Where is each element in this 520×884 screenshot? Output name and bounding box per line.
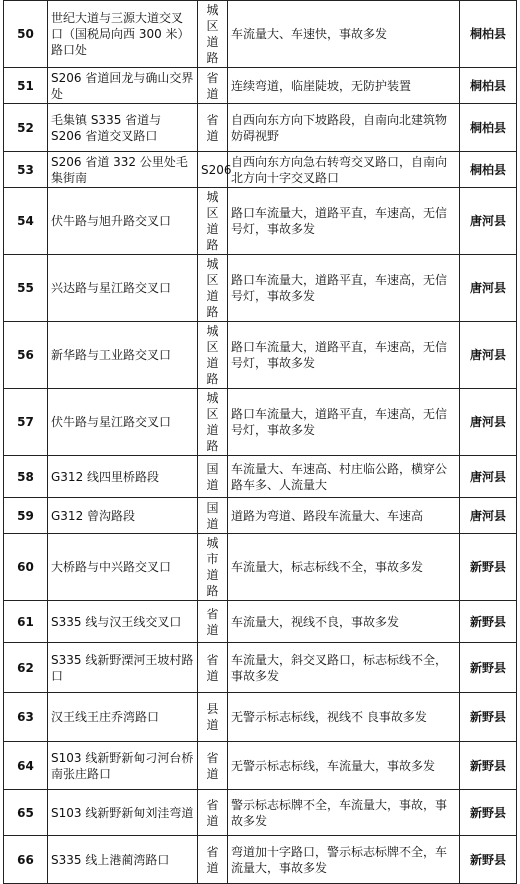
row-number: 62 [4,643,48,693]
table-row [4,742,517,790]
county-cell: 桐柏县 [460,68,517,104]
county-cell: 桐柏县 [460,1,517,68]
location-cell: 大桥路与中兴路交叉口 [48,534,198,601]
location-cell: G312 曾沟路段 [48,498,198,534]
table-row [4,389,517,456]
road-type-cell: 国道 [198,456,228,498]
county-cell: 桐柏县 [460,104,517,152]
location-cell: 伏牛路与星江路交叉口 [48,389,198,456]
county-cell: 唐河县 [460,389,517,456]
description-cell: 警示标志标牌不全，车流量大，事故，事故多发 [228,790,460,836]
row-number: 61 [4,601,48,643]
table-body [4,1,517,884]
row-number: 56 [4,322,48,389]
county-cell: 唐河县 [460,498,517,534]
road-type-cell: 国道 [198,498,228,534]
road-type-cell: S206 [198,152,228,188]
table-row [4,836,517,884]
description-cell: 车流量大，斜交叉路口，标志标线不全，事故多发 [228,643,460,693]
table-row [4,693,517,742]
road-type-cell: 城区道路 [198,389,228,456]
table-row [4,601,517,643]
location-cell: G312 线四里桥路段 [48,456,198,498]
county-cell: 唐河县 [460,255,517,322]
location-cell: 世纪大道与三源大道交叉口（国税局向西 300 米）路口处 [48,1,198,68]
location-cell: S206 省道 332 公里处毛集街南 [48,152,198,188]
row-number: 66 [4,836,48,884]
location-cell: S103 线新野新甸刁河台桥南张庄路口 [48,742,198,790]
road-type-cell: 城区道路 [198,322,228,389]
location-cell: S335 线上港蔺湾路口 [48,836,198,884]
county-cell: 唐河县 [460,456,517,498]
description-cell: 车流量大，标志标线不全，事故多发 [228,534,460,601]
row-number: 65 [4,790,48,836]
location-cell: S335 线与汉王线交叉口 [48,601,198,643]
road-type-cell: 省道 [198,104,228,152]
table-row [4,1,517,68]
road-type-cell: 城市道路 [198,534,228,601]
county-cell: 唐河县 [460,188,517,255]
row-number: 64 [4,742,48,790]
table-row [4,456,517,498]
description-cell: 路口车流量大，道路平直，车速高，无信号灯，事故多发 [228,322,460,389]
location-cell: 兴达路与星江路交叉口 [48,255,198,322]
description-cell: 无警示标志标线，车流量大，事故多发 [228,742,460,790]
county-cell: 新野县 [460,643,517,693]
table-row [4,68,517,104]
county-cell: 新野县 [460,836,517,884]
table-row [4,322,517,389]
location-cell: S206 省道回龙与确山交界处 [48,68,198,104]
description-cell: 弯道加十字路口，警示标志标牌不全，车流量大，事故多发 [228,836,460,884]
description-cell: 路口车流量大，道路平直，车速高，无信号灯，事故多发 [228,188,460,255]
county-cell: 新野县 [460,693,517,742]
location-cell: S335 线新野溧河王坡村路口 [48,643,198,693]
row-number: 60 [4,534,48,601]
table-row [4,534,517,601]
road-type-cell: 省道 [198,601,228,643]
table-row [4,188,517,255]
row-number: 55 [4,255,48,322]
table-row [4,498,517,534]
location-cell: S103 线新野新甸刘洼弯道 [48,790,198,836]
county-cell: 新野县 [460,534,517,601]
road-type-cell: 城区道路 [198,255,228,322]
description-cell: 自西向东方向下坡路段，自南向北建筑物妨碍视野 [228,104,460,152]
row-number: 57 [4,389,48,456]
location-cell: 毛集镇 S335 省道与 S206 省道交叉路口 [48,104,198,152]
description-cell: 道路为弯道、路段车流量大、车速高 [228,498,460,534]
description-cell: 车流量大、车速快，事故多发 [228,1,460,68]
location-cell: 汉王线王庄乔湾路口 [48,693,198,742]
description-cell: 无警示标志标线，视线不 良事故多发 [228,693,460,742]
table-row [4,255,517,322]
row-number: 53 [4,152,48,188]
row-number: 50 [4,1,48,68]
road-type-cell: 县道 [198,693,228,742]
county-cell: 唐河县 [460,322,517,389]
road-type-cell: 省道 [198,836,228,884]
row-number: 63 [4,693,48,742]
description-cell: 路口车流量大，道路平直，车速高，无信号灯，事故多发 [228,255,460,322]
hazard-table [3,0,517,884]
row-number: 51 [4,68,48,104]
table-row [4,643,517,693]
row-number: 52 [4,104,48,152]
description-cell: 车流量大、车速高、村庄临公路，横穿公路车多、人流量大 [228,456,460,498]
table-row [4,104,517,152]
table-row [4,152,517,188]
description-cell: 路口车流量大，道路平直，车速高，无信号灯，事故多发 [228,389,460,456]
road-type-cell: 省道 [198,742,228,790]
description-cell: 自西向东方向急右转弯交叉路口，自南向北方向十字交叉路口 [228,152,460,188]
location-cell: 新华路与工业路交叉口 [48,322,198,389]
row-number: 58 [4,456,48,498]
row-number: 59 [4,498,48,534]
county-cell: 桐柏县 [460,152,517,188]
table-row [4,790,517,836]
row-number: 54 [4,188,48,255]
road-type-cell: 省道 [198,790,228,836]
road-type-cell: 省道 [198,68,228,104]
road-type-cell: 城区道路 [198,1,228,68]
description-cell: 连续弯道，临崖陡坡，无防护装置 [228,68,460,104]
location-cell: 伏牛路与旭升路交叉口 [48,188,198,255]
road-type-cell: 城区道路 [198,188,228,255]
county-cell: 新野县 [460,790,517,836]
description-cell: 车流量大，视线不良，事故多发 [228,601,460,643]
county-cell: 新野县 [460,601,517,643]
road-type-cell: 省道 [198,643,228,693]
county-cell: 新野县 [460,742,517,790]
